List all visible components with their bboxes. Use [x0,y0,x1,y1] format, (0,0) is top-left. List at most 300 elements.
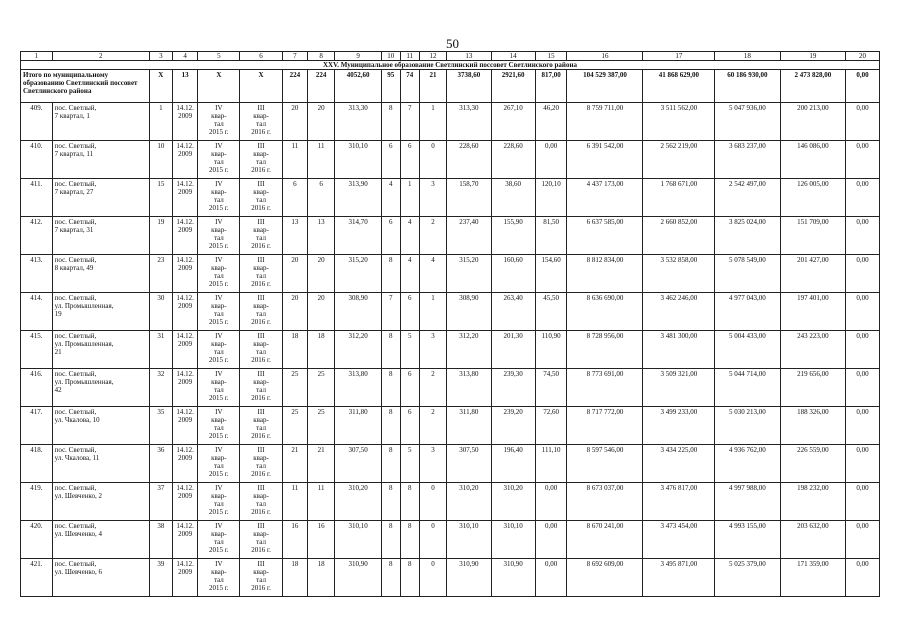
address-cell-line: 7 квартал, 27 [54,188,94,196]
planned-start-cell [198,559,240,597]
total-cell: 2921,60 [491,70,535,103]
table-cell: 38 [149,521,172,559]
date-cell [172,407,197,445]
address-cell-line: ул. Чкалова, 10 [54,416,100,424]
table-row [21,179,880,217]
row-number: 414. [21,293,53,331]
table-cell: 3 [419,179,446,217]
date-cell-line: 14.12. [176,294,194,302]
table-cell: 6 [381,217,400,255]
planned-start-cell-line: тал [213,538,224,546]
planned-end-cell-line: тал [256,500,266,508]
planned-start-cell-line: тал [213,424,224,432]
planned-end-cell-line: 2016 г. [251,508,271,516]
table-cell: 8 728 956,00 [567,331,643,369]
table-cell: 8 [381,445,400,483]
planned-start-cell-line: IV [215,294,223,302]
table-cell: 16 [282,521,307,559]
table-cell: 25 [282,369,307,407]
planned-start-cell-line: 2015 г. [209,280,229,288]
planned-start-cell-line: IV [215,104,223,112]
column-number: 13 [447,52,491,61]
table-cell: 0,00 [846,407,880,445]
table-cell: 4 [400,255,419,293]
table-cell: 6 [282,179,307,217]
planned-start-cell-line: тал [213,462,224,470]
table-cell: 6 391 542,00 [567,141,643,179]
table-row [21,407,880,445]
planned-start-cell-line: тал [213,272,224,280]
table-cell: 310,90 [491,559,535,597]
table-cell: 188 326,00 [780,407,845,445]
table-cell: 3 434 225,00 [643,445,715,483]
column-number: 20 [846,52,880,61]
date-cell [172,293,197,331]
table-cell: 3 495 871,00 [643,559,715,597]
date-cell-line: 2009 [178,454,193,462]
address-cell-line: пос. Светлый, [54,256,97,264]
planned-start-cell-line: IV [215,256,223,264]
table-row [21,103,880,141]
table-cell: 239,20 [491,407,535,445]
planned-start-cell-line: квар- [211,112,227,120]
address-cell [52,445,149,483]
planned-start-cell-line: квар- [211,454,227,462]
table-cell: 16 [307,521,334,559]
table-cell: 313,30 [335,103,381,141]
table-row [21,521,880,559]
table-cell: 0,00 [846,103,880,141]
date-cell-line: 14.12. [176,560,194,568]
column-number: 5 [198,52,240,61]
table-cell: 3 509 321,00 [643,369,715,407]
table-row [21,369,880,407]
date-cell-line: 14.12. [176,218,194,226]
address-cell-line: 7 квартал, 1 [54,112,90,120]
table-cell: 8 [381,483,400,521]
table-cell: 312,20 [335,331,381,369]
planned-end-cell-line: III [257,446,265,454]
planned-start-cell-line: 2015 г. [209,508,229,516]
table-cell: 198 232,00 [780,483,845,521]
table-cell: 228,60 [491,141,535,179]
address-cell-line: ул. Чкалова, 11 [54,454,100,462]
address-cell-line: 21 [54,348,62,356]
planned-end-cell [240,521,282,559]
table-cell: 15 [149,179,172,217]
table-cell: 31 [149,331,172,369]
table-cell: 20 [282,103,307,141]
address-cell-line: 8 квартал, 49 [54,264,94,272]
table-cell: 2 562 219,00 [643,141,715,179]
table-row [21,331,880,369]
planned-end-cell-line: квар- [253,530,269,538]
table-cell: 13 [282,217,307,255]
planned-end-cell-line: 2016 г. [251,318,271,326]
table-cell: 201,30 [491,331,535,369]
section-row [21,61,880,70]
planned-end-cell-line: III [257,180,265,188]
planned-end-cell-line: квар- [253,568,269,576]
table-cell: 3 511 562,00 [643,103,715,141]
date-cell-line: 14.12. [176,484,194,492]
planned-end-cell-line: 2016 г. [251,394,271,402]
table-cell: 6 [400,407,419,445]
planned-start-cell-line: 2015 г. [209,318,229,326]
row-number: 415. [21,331,53,369]
planned-start-cell-line: 2015 г. [209,394,229,402]
column-number: 19 [780,52,845,61]
table-cell: 5 044 714,00 [715,369,780,407]
table-cell: 310,90 [447,559,491,597]
table-row [21,483,880,521]
date-cell-line: 14.12. [176,142,194,150]
table-cell: 307,50 [335,445,381,483]
address-cell [52,217,149,255]
table-cell: 20 [282,255,307,293]
table-cell: 20 [307,103,334,141]
planned-end-cell-line: III [257,408,265,416]
total-cell: 224 [282,70,307,103]
planned-end-cell-line: III [257,522,265,530]
date-cell [172,559,197,597]
table-cell: 0,00 [846,445,880,483]
planned-start-cell-line: тал [213,310,224,318]
column-number: 18 [715,52,780,61]
address-cell-line: ул. Промышленная, [54,302,114,310]
planned-start-cell-line: квар- [211,492,227,500]
table-cell: 20 [307,255,334,293]
planned-end-cell [240,255,282,293]
table-cell: 72,60 [535,407,567,445]
table-cell: 8 [381,331,400,369]
address-cell-line: пос. Светлый, [54,332,97,340]
table-cell: 311,80 [335,407,381,445]
table-cell: 4 993 155,00 [715,521,780,559]
planned-end-cell-line: 2016 г. [251,242,271,250]
column-number: 14 [491,52,535,61]
table-cell: 8 [400,559,419,597]
table-cell: 3 532 858,00 [643,255,715,293]
planned-end-cell-line: 2016 г. [251,432,271,440]
address-cell [52,369,149,407]
table-cell: 21 [282,445,307,483]
table-row [21,293,880,331]
column-number: 11 [400,52,419,61]
date-cell-line: 2009 [178,378,193,386]
address-cell-line: пос. Светлый, [54,446,97,454]
planned-start-cell-line: тал [213,386,224,394]
table-cell: 3 683 237,00 [715,141,780,179]
table-cell: 8 [381,407,400,445]
planned-start-cell-line: тал [213,348,224,356]
column-number: 4 [172,52,197,61]
table-cell: 7 [381,293,400,331]
planned-end-cell-line: III [257,560,265,568]
page-number: 50 [446,36,459,51]
address-cell-line: 7 квартал, 11 [54,150,94,158]
planned-start-cell-line: квар- [211,378,227,386]
planned-start-cell [198,217,240,255]
planned-start-cell [198,179,240,217]
table-cell: 38,60 [491,179,535,217]
table-cell: 1 [419,103,446,141]
date-cell-line: 14.12. [176,446,194,454]
planned-end-cell-line: 2016 г. [251,584,271,592]
address-cell [52,483,149,521]
table-cell: 35 [149,407,172,445]
date-cell-line: 14.12. [176,104,194,112]
planned-start-cell-line: IV [215,522,223,530]
date-cell-line: 14.12. [176,332,194,340]
table-cell: 3 [419,331,446,369]
date-cell [172,483,197,521]
table-cell: 310,10 [335,521,381,559]
address-cell-line: пос. Светлый, [54,142,97,150]
address-cell-line: пос. Светлый, [54,522,97,530]
table-cell: 2 [419,369,446,407]
total-cell: 0,00 [846,70,880,103]
table-cell: 5 025 379,00 [715,559,780,597]
table-cell: 0,00 [846,293,880,331]
address-cell-line: ул. Промышленная, [54,378,114,386]
table-cell: 32 [149,369,172,407]
table-cell: 4 437 173,00 [567,179,643,217]
date-cell [172,255,197,293]
table-cell: 310,20 [447,483,491,521]
planned-start-cell-line: тал [213,120,224,128]
table-cell: 10 [149,141,172,179]
planned-start-cell-line: IV [215,484,223,492]
planned-start-cell-line: 2015 г. [209,128,229,136]
table-cell: 30 [149,293,172,331]
planned-start-cell-line: IV [215,370,223,378]
planned-end-cell-line: тал [256,386,266,394]
table-cell: 228,60 [447,141,491,179]
total-cell: X [240,70,282,103]
table-cell: 3 476 817,00 [643,483,715,521]
planned-end-cell-line: 2016 г. [251,166,271,174]
table-cell: 20 [307,293,334,331]
planned-start-cell [198,331,240,369]
planned-start-cell-line: IV [215,218,223,226]
table-cell: 8 [400,521,419,559]
row-number: 409. [21,103,53,141]
table-cell: 8 812 834,00 [567,255,643,293]
total-cell: 817,00 [535,70,567,103]
table-cell: 310,90 [335,559,381,597]
table-cell: 310,10 [335,141,381,179]
table-cell: 3 481 300,00 [643,331,715,369]
table-cell: 267,10 [491,103,535,141]
planned-start-cell-line: IV [215,332,223,340]
total-cell: 4052,60 [335,70,381,103]
planned-start-cell-line: квар- [211,188,227,196]
table-cell: 3 473 454,00 [643,521,715,559]
total-cell: 21 [419,70,446,103]
table-cell: 25 [282,407,307,445]
planned-start-cell-line: квар- [211,416,227,424]
table-cell: 0 [419,141,446,179]
table-cell: 13 [307,217,334,255]
table-cell: 315,20 [447,255,491,293]
table-cell: 19 [149,217,172,255]
table-cell: 4 [381,179,400,217]
date-cell-line: 14.12. [176,256,194,264]
planned-end-cell-line: квар- [253,150,269,158]
planned-start-cell-line: 2015 г. [209,204,229,212]
date-cell-line: 2009 [178,264,193,272]
table-cell: 0,00 [846,559,880,597]
table-cell: 219 656,00 [780,369,845,407]
section-title: XXV. Муниципальное образование Светлинский поссовет Светлинского района [21,61,880,70]
planned-start-cell-line: IV [215,180,223,188]
date-cell [172,179,197,217]
planned-start-cell-line: IV [215,446,223,454]
table-cell: 4 [400,217,419,255]
address-cell [52,179,149,217]
planned-start-cell-line: квар- [211,568,227,576]
date-cell-line: 14.12. [176,370,194,378]
table-cell: 6 [381,141,400,179]
table-cell: 0,00 [535,521,567,559]
date-cell [172,141,197,179]
column-number-row [21,52,880,61]
table-cell: 312,20 [447,331,491,369]
table-cell: 74,50 [535,369,567,407]
date-cell-line: 2009 [178,340,193,348]
table-cell: 8 636 690,00 [567,293,643,331]
table-cell: 0,00 [846,331,880,369]
date-cell-line: 2009 [178,302,193,310]
table-cell: 8 597 546,00 [567,445,643,483]
date-cell-line: 2009 [178,112,193,120]
row-number: 417. [21,407,53,445]
planned-end-cell [240,483,282,521]
date-cell [172,331,197,369]
column-number: 17 [643,52,715,61]
table-cell: 0,00 [846,179,880,217]
planned-end-cell-line: тал [256,158,266,166]
address-cell-line: пос. Светлый, [54,294,97,302]
table-cell: 0,00 [846,217,880,255]
address-cell [52,521,149,559]
planned-end-cell-line: III [257,370,265,378]
date-cell [172,445,197,483]
planned-end-cell [240,445,282,483]
planned-end-cell-line: 2016 г. [251,280,271,288]
table-cell: 45,50 [535,293,567,331]
planned-end-cell-line: 2016 г. [251,128,271,136]
planned-end-cell-line: 2016 г. [251,546,271,554]
table-cell: 5 047 936,00 [715,103,780,141]
planned-end-cell-line: тал [256,196,266,204]
column-number: 15 [535,52,567,61]
table-cell: 11 [307,141,334,179]
table-cell: 111,10 [535,445,567,483]
planned-start-cell [198,369,240,407]
planned-start-cell-line: 2015 г. [209,166,229,174]
table-cell: 8 [381,521,400,559]
date-cell-line: 2009 [178,150,193,158]
total-row [21,70,880,103]
table-cell: 313,80 [447,369,491,407]
planned-end-cell-line: тал [256,576,266,584]
table-cell: 237,40 [447,217,491,255]
table-cell: 2 [419,407,446,445]
row-number: 419. [21,483,53,521]
table-cell: 307,50 [447,445,491,483]
planned-start-cell [198,521,240,559]
total-cell: X [198,70,240,103]
column-number: 10 [381,52,400,61]
table-cell: 0,00 [535,141,567,179]
planned-start-cell-line: IV [215,560,223,568]
table-cell: 314,70 [335,217,381,255]
table-cell: 310,10 [447,521,491,559]
column-number: 7 [282,52,307,61]
table-cell: 8 [381,103,400,141]
table-cell: 3 499 233,00 [643,407,715,445]
address-cell [52,255,149,293]
planned-start-cell-line: IV [215,142,223,150]
planned-start-cell-line: 2015 г. [209,584,229,592]
table-row [21,141,880,179]
planned-start-cell-line: квар- [211,264,227,272]
planned-start-cell [198,255,240,293]
address-cell-line: пос. Светлый, [54,104,97,112]
table-cell: 243 223,00 [780,331,845,369]
address-cell-line: 19 [54,310,62,318]
table-cell: 310,20 [491,483,535,521]
planned-end-cell [240,369,282,407]
table-cell: 110,90 [535,331,567,369]
table-cell: 8 773 691,00 [567,369,643,407]
total-cell: 2 473 828,00 [780,70,845,103]
address-cell [52,141,149,179]
table-cell: 8 717 772,00 [567,407,643,445]
total-cell: X [149,70,172,103]
planned-end-cell [240,179,282,217]
housing-register-table [20,51,880,597]
table-cell: 0,00 [846,255,880,293]
row-number: 411. [21,179,53,217]
table-cell: 4 977 043,00 [715,293,780,331]
table-row [21,559,880,597]
table-cell: 0 [419,521,446,559]
planned-end-cell-line: тал [256,348,266,356]
column-number: 16 [567,52,643,61]
table-cell: 203 632,00 [780,521,845,559]
planned-end-cell-line: квар- [253,226,269,234]
planned-end-cell [240,407,282,445]
planned-end-cell-line: III [257,218,265,226]
table-cell: 8 759 711,00 [567,103,643,141]
column-number: 3 [149,52,172,61]
planned-start-cell-line: квар- [211,530,227,538]
planned-start-cell-line: тал [213,576,224,584]
planned-start-cell-line: квар- [211,226,227,234]
table-cell: 6 [400,141,419,179]
date-cell-line: 2009 [178,492,193,500]
table-cell: 8 [400,483,419,521]
table-cell: 8 692 609,00 [567,559,643,597]
address-cell-line: пос. Светлый, [54,180,97,188]
address-cell-line: ул. Шевченко, 4 [54,530,102,538]
table-cell: 37 [149,483,172,521]
planned-end-cell-line: 2016 г. [251,356,271,364]
address-cell [52,103,149,141]
